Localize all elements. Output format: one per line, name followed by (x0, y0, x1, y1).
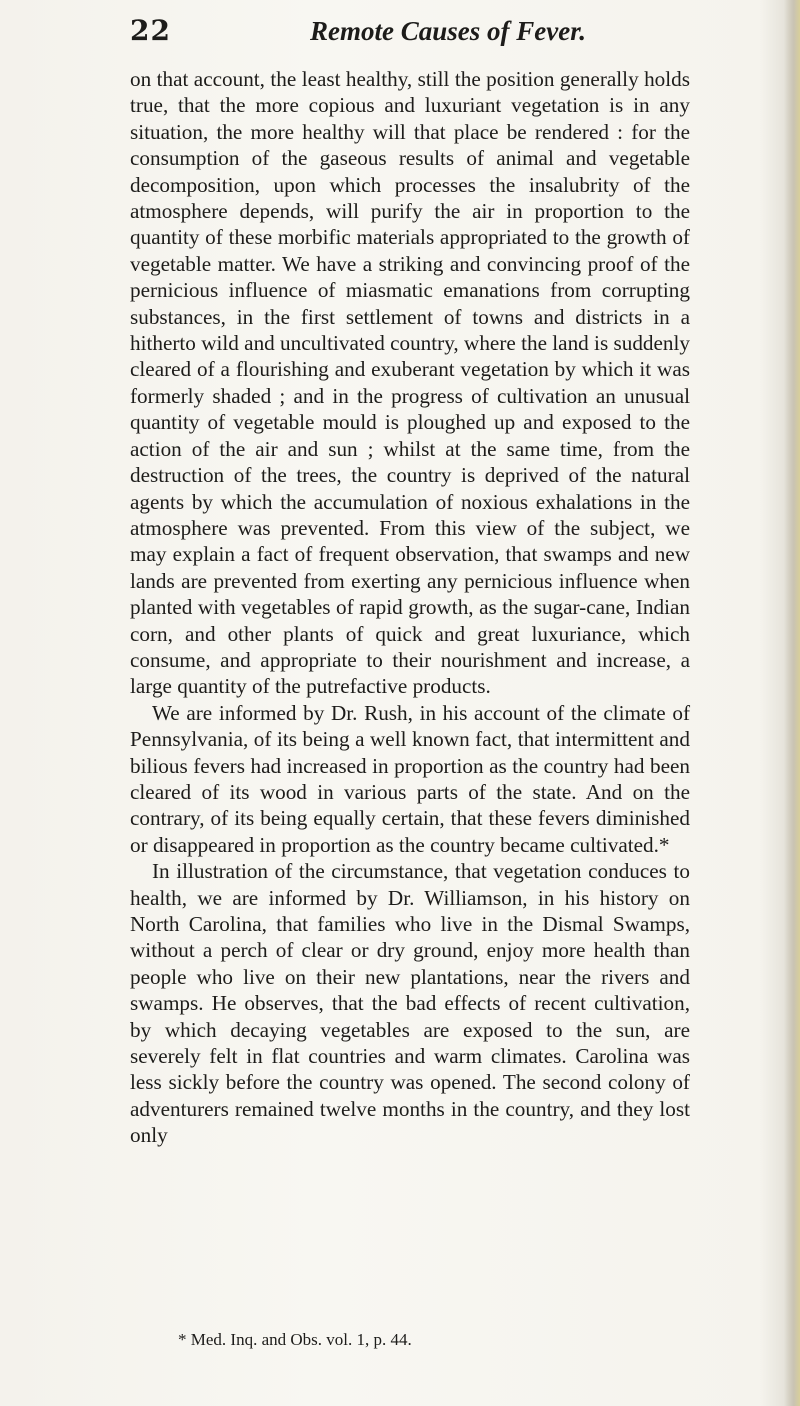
paragraph-1: on that account, the least healthy, still the position generally holds true, that the more copious and luxuriant vegetation is in any situation, the more healthy will that place be rendered : for the consumption of the gaseous results of animal and vegetable decomposition, upon which processes the insalubrity of the atmosphere depends, will purify the air in proportion to the quantity of these morbific materials appropriated to the growth of vegetable matter. We have a striking and convincing proof of the pernicious influence of miasmatic emanations from corrupting substances, in the first settlement of towns and districts in a hitherto wild and uncultivated country, where the land is suddenly cleared of a flourishing and exuberant vegetation by which it was formerly shaded ; and in the progress of cultivation an unusual quantity of vegetable mould is ploughed up and exposed to the action of the air and sun ; whilst at the same time, from the destruction of the trees, the country is deprived of the natural agents by which the accumulation of noxious exhalations in the atmosphere was prevented. From this view of the subject, we may explain a fact of frequent observation, that swamps and new lands are prevented from exerting any pernicious influence when planted with vegetables of rapid growth, as the sugar-cane, Indian corn, and other plants of quick and great luxuriance, which consume, and appropriate to their nourishment and increase, a large quantity of the putrefactive products. (130, 67, 690, 699)
page-header (130, 12, 690, 52)
page-edge (784, 0, 800, 1406)
footnote: * Med. Inq. and Obs. vol. 1, p. 44. (178, 1330, 412, 1349)
page-number: 22 (130, 14, 171, 47)
body-text (130, 66, 690, 1149)
paragraph-2: We are informed by Dr. Rush, in his account of the climate of Pennsylvania, of its being a well known fact, that intermittent and bilious fevers had increased in proportion as the country had been cleared of its wood in various parts of the state. And on the contrary, of its being equally certain, that these fevers diminished or disappeared in proportion as the country became cultivated.* (130, 700, 690, 857)
running-title: Remote Causes of Fever. (310, 16, 586, 46)
paragraph-3: In illustration of the circumstance, that vegetation conduces to health, we are informed by Dr. Williamson, in his history on North Carolina, that families who live in the Dismal Swamps, without a perch of clear or dry ground, enjoy more health than people who live on their new plantations, near the rivers and swamps. He observes, that the bad effects of recent cultivation, by which decaying vegetables are exposed to the sun, are severely felt in flat countries and warm climates. Carolina was less sickly before the country was opened. The second colony of adventurers remained twelve months in the country, and they lost only (130, 859, 690, 1148)
